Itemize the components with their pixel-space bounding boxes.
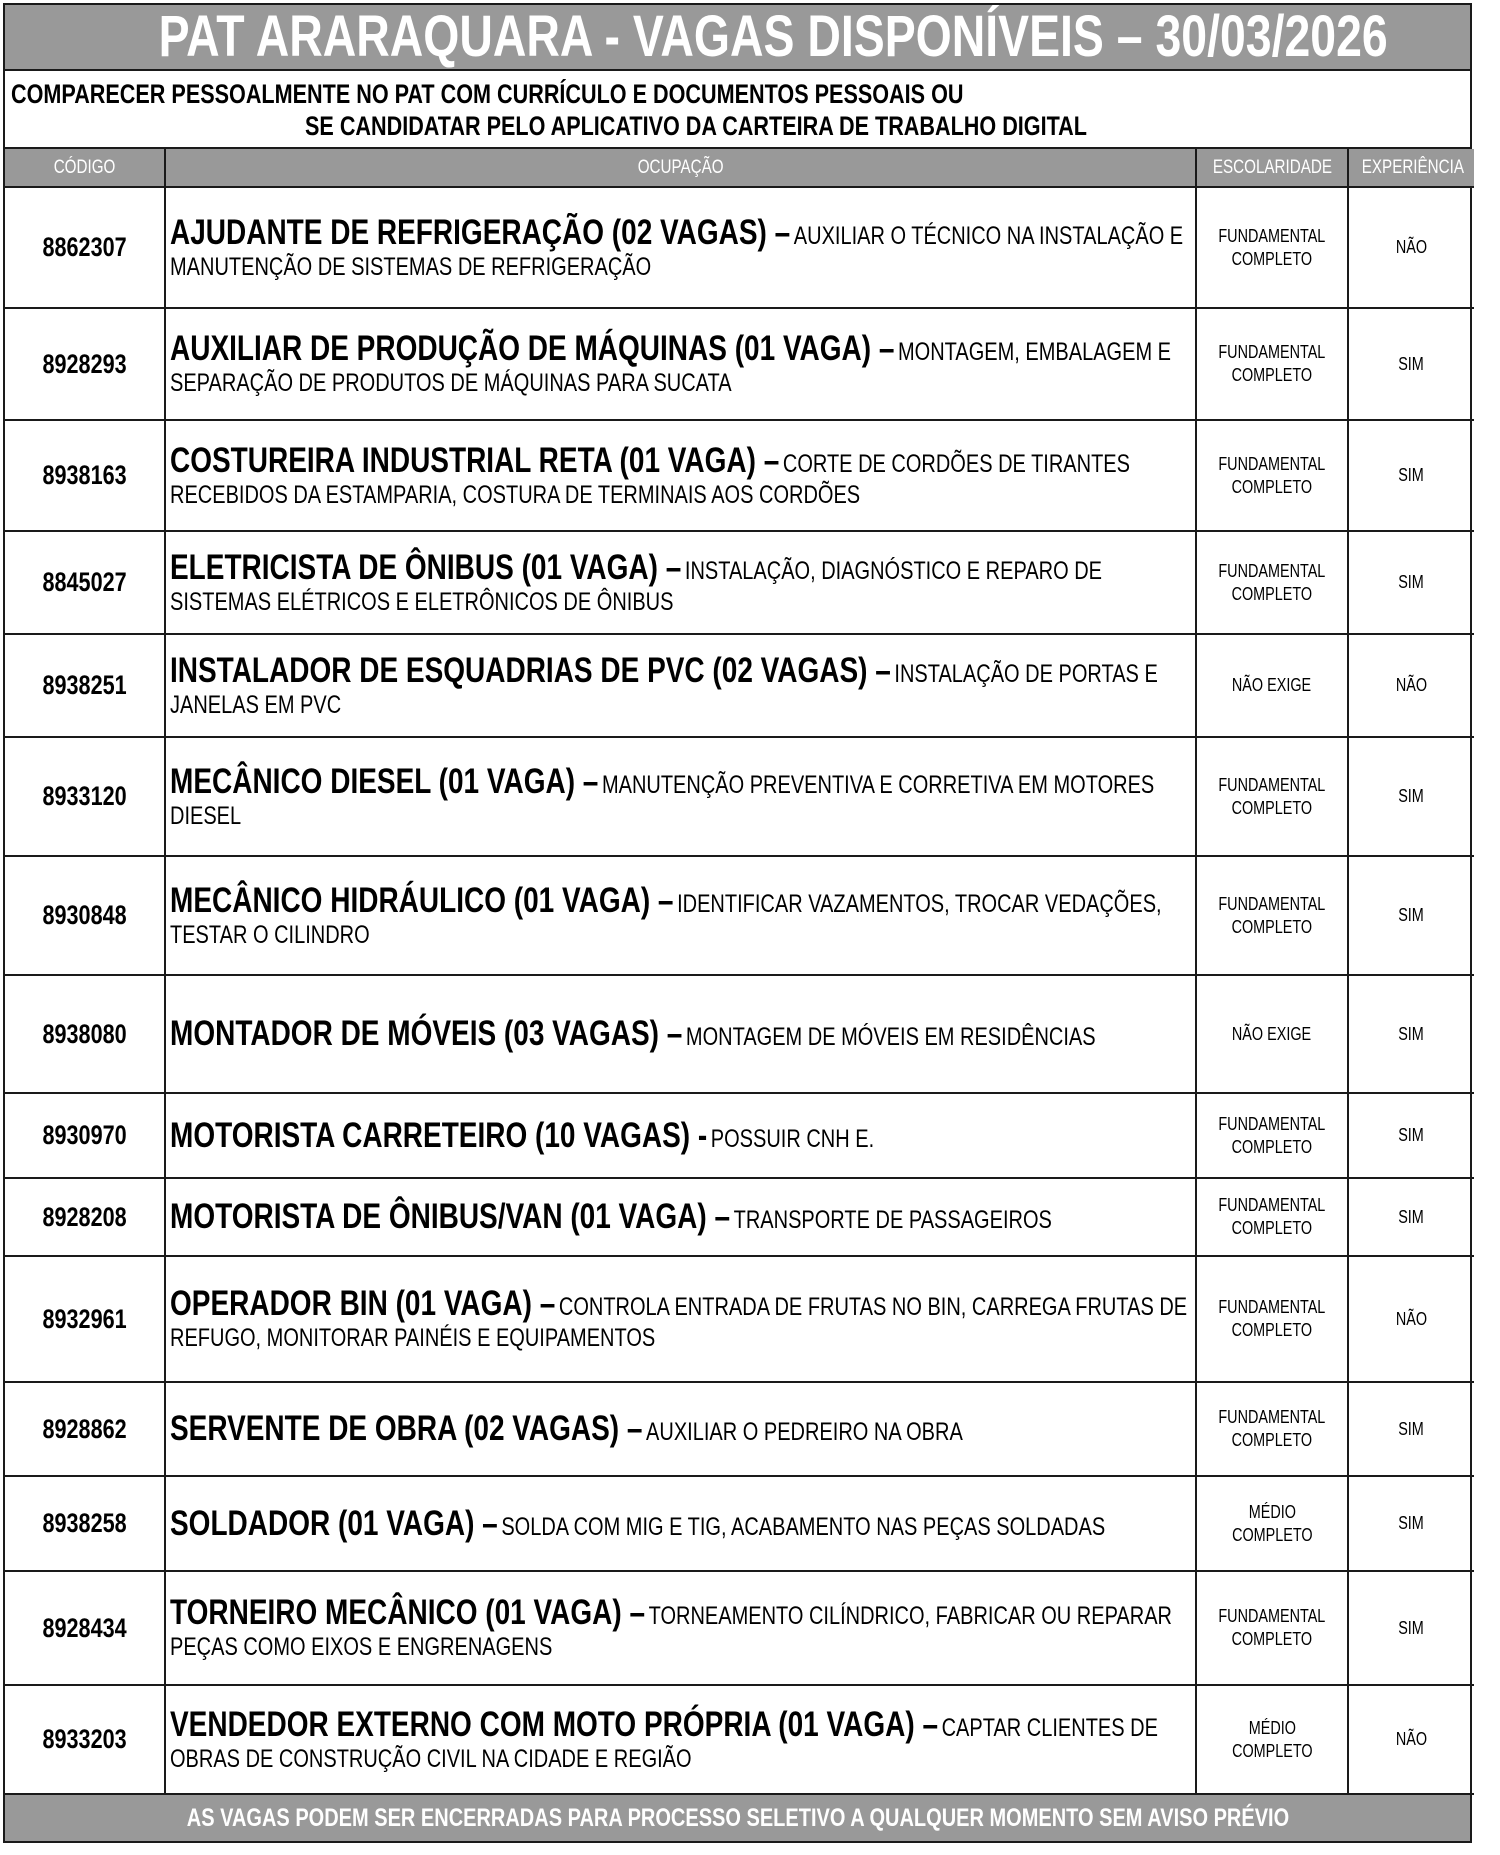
job-description: TORNEAMENTO CILÍNDRICO, FABRICAR OU REPARAR PEÇAS COMO EIXOS E ENGRENAGENS — [170, 1602, 1172, 1661]
column-header-occupation: OCUPAÇÃO — [165, 149, 1196, 187]
table-row — [5, 634, 1474, 737]
page-title: PAT ARARAQUARA - VAGAS DISPONÍVEIS – 30/03/2026 — [158, 5, 1388, 69]
table-row — [5, 531, 1474, 634]
job-code: 8928208 — [42, 1201, 127, 1232]
experience-required: SIM — [1398, 465, 1425, 485]
education-status: COMPLETO — [1231, 1218, 1313, 1238]
job-code: 8938080 — [42, 1018, 127, 1049]
experience-required: NÃO — [1395, 1308, 1428, 1329]
table-row — [5, 975, 1474, 1093]
education-level: FUNDAMENTAL — [1218, 774, 1326, 795]
table-header-row — [5, 149, 1474, 187]
disclaimer-footer — [5, 1795, 1470, 1841]
education-level: FUNDAMENTAL — [1218, 1195, 1326, 1215]
table-row — [5, 420, 1474, 531]
job-code: 8928293 — [42, 348, 127, 379]
education-level: FUNDAMENTAL — [1218, 1407, 1326, 1427]
education-status: COMPLETO — [1231, 1629, 1313, 1649]
education-level: FUNDAMENTAL — [1218, 560, 1326, 581]
notice-line-1: COMPARECER PESSOALMENTE NO PAT COM CURRÍCULO E DOCUMENTOS PESSOAIS OU — [11, 79, 964, 109]
education-status: COMPLETO — [1231, 1320, 1313, 1340]
education-level: FUNDAMENTAL — [1218, 342, 1326, 362]
job-vacancies-sheet — [3, 3, 1472, 1843]
job-code: 8928862 — [42, 1413, 127, 1444]
job-title: ELETRICISTA DE ÔNIBUS (01 VAGA) – — [170, 547, 682, 587]
experience-required: SIM — [1398, 1513, 1425, 1533]
job-code: 8933203 — [42, 1724, 127, 1754]
experience-required: SIM — [1398, 1125, 1425, 1145]
job-title: MOTORISTA CARRETEIRO (10 VAGAS) - — [170, 1115, 708, 1155]
education-level: NÃO EXIGE — [1232, 675, 1312, 695]
job-code: 8930848 — [42, 900, 127, 930]
job-code: 8938258 — [42, 1508, 127, 1538]
job-description: MONTAGEM, EMBALAGEM E SEPARAÇÃO DE PRODUTOS DE MÁQUINAS PARA SUCATA — [170, 338, 1171, 397]
experience-required: SIM — [1398, 905, 1425, 925]
job-code: 8930970 — [42, 1120, 127, 1150]
footer-disclaimer: AS VAGAS PODEM SER ENCERRADAS PARA PROCESSO SELETIVO A QUALQUER MOMENTO SEM AVISO PRÉVIO — [186, 1804, 1289, 1832]
table-row — [5, 1093, 1474, 1178]
education-level: FUNDAMENTAL — [1218, 1113, 1326, 1134]
education-status: COMPLETO — [1231, 916, 1313, 937]
table-row — [5, 1382, 1474, 1476]
job-description: INSTALAÇÃO DE PORTAS E JANELAS EM PVC — [170, 659, 1158, 719]
job-title: AUXILIAR DE PRODUÇÃO DE MÁQUINAS (01 VAGA) – — [170, 329, 895, 368]
job-description: MONTAGEM DE MÓVEIS EM RESIDÊNCIAS — [685, 1023, 1096, 1051]
education-level: FUNDAMENTAL — [1218, 1606, 1326, 1626]
education-status: COMPLETO — [1231, 365, 1313, 385]
job-description: SOLDA COM MIG E TIG, ACABAMENTO NAS PEÇAS SOLDADAS — [501, 1512, 1106, 1541]
education-level: FUNDAMENTAL — [1218, 453, 1326, 474]
education-status: COMPLETO — [1231, 1430, 1313, 1450]
education-level: FUNDAMENTAL — [1218, 225, 1326, 246]
experience-required: SIM — [1398, 1418, 1425, 1439]
job-title: SOLDADOR (01 VAGA) – — [170, 1503, 498, 1543]
job-description: CORTE DE CORDÕES DE TIRANTES RECEBIDOS DA ESTAMPARIA, COSTURA DE TERMINAIS AOS CORDÕES — [170, 449, 1130, 509]
job-description: POSSUIR CNH E. — [710, 1124, 875, 1153]
table-row — [5, 187, 1474, 308]
vacancies-table — [5, 149, 1474, 1795]
job-title: MECÂNICO DIESEL (01 VAGA) – — [170, 761, 599, 801]
experience-required: SIM — [1398, 1617, 1425, 1638]
job-code: 8938163 — [42, 460, 127, 490]
table-row — [5, 1685, 1474, 1794]
job-code: 8845027 — [42, 567, 127, 597]
job-title: MOTORISTA DE ÔNIBUS/VAN (01 VAGA) – — [170, 1197, 731, 1236]
experience-required: NÃO — [1395, 237, 1428, 257]
education-level: MÉDIO — [1248, 1501, 1296, 1522]
experience-required: NÃO — [1395, 1729, 1428, 1749]
job-title: AJUDANTE DE REFRIGERAÇÃO (02 VAGAS) – — [170, 212, 791, 252]
job-title: COSTUREIRA INDUSTRIAL RETA (01 VAGA) – — [170, 440, 780, 480]
job-title: SERVENTE DE OBRA (02 VAGAS) – — [170, 1409, 643, 1448]
education-status: COMPLETO — [1231, 583, 1313, 604]
notice-line-2: SE CANDIDATAR PELO APLICATIVO DA CARTEIRA DE TRABALHO DIGITAL — [305, 111, 1087, 141]
experience-required: NÃO — [1395, 675, 1428, 695]
experience-required: SIM — [1398, 1023, 1425, 1044]
job-code: 8938251 — [42, 670, 127, 700]
table-row — [5, 1571, 1474, 1685]
job-description: IDENTIFICAR VAZAMENTOS, TROCAR VEDAÇÕES, TESTAR O CILINDRO — [170, 889, 1162, 949]
table-row — [5, 737, 1474, 856]
job-description: MANUTENÇÃO PREVENTIVA E CORRETIVA EM MOTORES DIESEL — [170, 770, 1155, 830]
job-description: AUXILIAR O TÉCNICO NA INSTALAÇÃO E MANUTENÇÃO DE SISTEMAS DE REFRIGERAÇÃO — [170, 221, 1184, 281]
column-header-education: ESCOLARIDADE — [1196, 149, 1348, 187]
job-title: OPERADOR BIN (01 VAGA) – — [170, 1284, 556, 1323]
experience-required: SIM — [1398, 1206, 1425, 1227]
title-bar — [5, 5, 1470, 71]
education-level: NÃO EXIGE — [1232, 1023, 1312, 1044]
education-level: FUNDAMENTAL — [1218, 893, 1326, 914]
job-title: TORNEIRO MECÂNICO (01 VAGA) – — [170, 1593, 646, 1632]
table-row — [5, 308, 1474, 420]
experience-required: SIM — [1398, 786, 1425, 806]
job-title: MONTADOR DE MÓVEIS (03 VAGAS) – — [170, 1014, 683, 1053]
table-row — [5, 1256, 1474, 1382]
job-title: VENDEDOR EXTERNO COM MOTO PRÓPRIA (01 VAGA) – — [170, 1704, 939, 1744]
job-code: 8933120 — [42, 781, 127, 811]
job-code: 8862307 — [42, 232, 127, 262]
job-code: 8932961 — [42, 1303, 127, 1334]
job-description: TRANSPORTE DE PASSAGEIROS — [733, 1206, 1052, 1234]
job-description: AUXILIAR O PEDREIRO NA OBRA — [646, 1418, 963, 1446]
column-header-experience: EXPERIÊNCIA — [1348, 149, 1474, 187]
job-code: 8928434 — [42, 1612, 127, 1643]
job-description: CAPTAR CLIENTES DE OBRAS DE CONSTRUÇÃO CIVIL NA CIDADE E REGIÃO — [170, 1713, 1158, 1773]
instructions-notice — [5, 71, 1470, 149]
education-status: COMPLETO — [1231, 476, 1313, 497]
education-status: COMPLETO — [1231, 1136, 1313, 1157]
experience-required: SIM — [1398, 353, 1425, 374]
education-level: MÉDIO — [1248, 1717, 1296, 1738]
column-header-code: CÓDIGO — [5, 149, 165, 187]
job-title: MECÂNICO HIDRÁULICO (01 VAGA) – — [170, 880, 674, 920]
table-row — [5, 1178, 1474, 1256]
education-level: FUNDAMENTAL — [1218, 1297, 1326, 1317]
education-status: COMPLETO — [1231, 248, 1313, 269]
job-description: CONTROLA ENTRADA DE FRUTAS NO BIN, CARREGA FRUTAS DE REFUGO, MONITORAR PAINÉIS E EQUIPAMENTOS — [170, 1293, 1188, 1352]
job-title: INSTALADOR DE ESQUADRIAS DE PVC (02 VAGAS) – — [170, 650, 891, 690]
education-status: COMPLETO — [1231, 1524, 1313, 1545]
experience-required: SIM — [1398, 572, 1425, 592]
education-status: COMPLETO — [1231, 1740, 1313, 1761]
table-row — [5, 1476, 1474, 1571]
education-status: COMPLETO — [1231, 797, 1313, 818]
table-row — [5, 856, 1474, 975]
job-description: INSTALAÇÃO, DIAGNÓSTICO E REPARO DE SISTEMAS ELÉTRICOS E ELETRÔNICOS DE ÔNIBUS — [170, 556, 1102, 616]
